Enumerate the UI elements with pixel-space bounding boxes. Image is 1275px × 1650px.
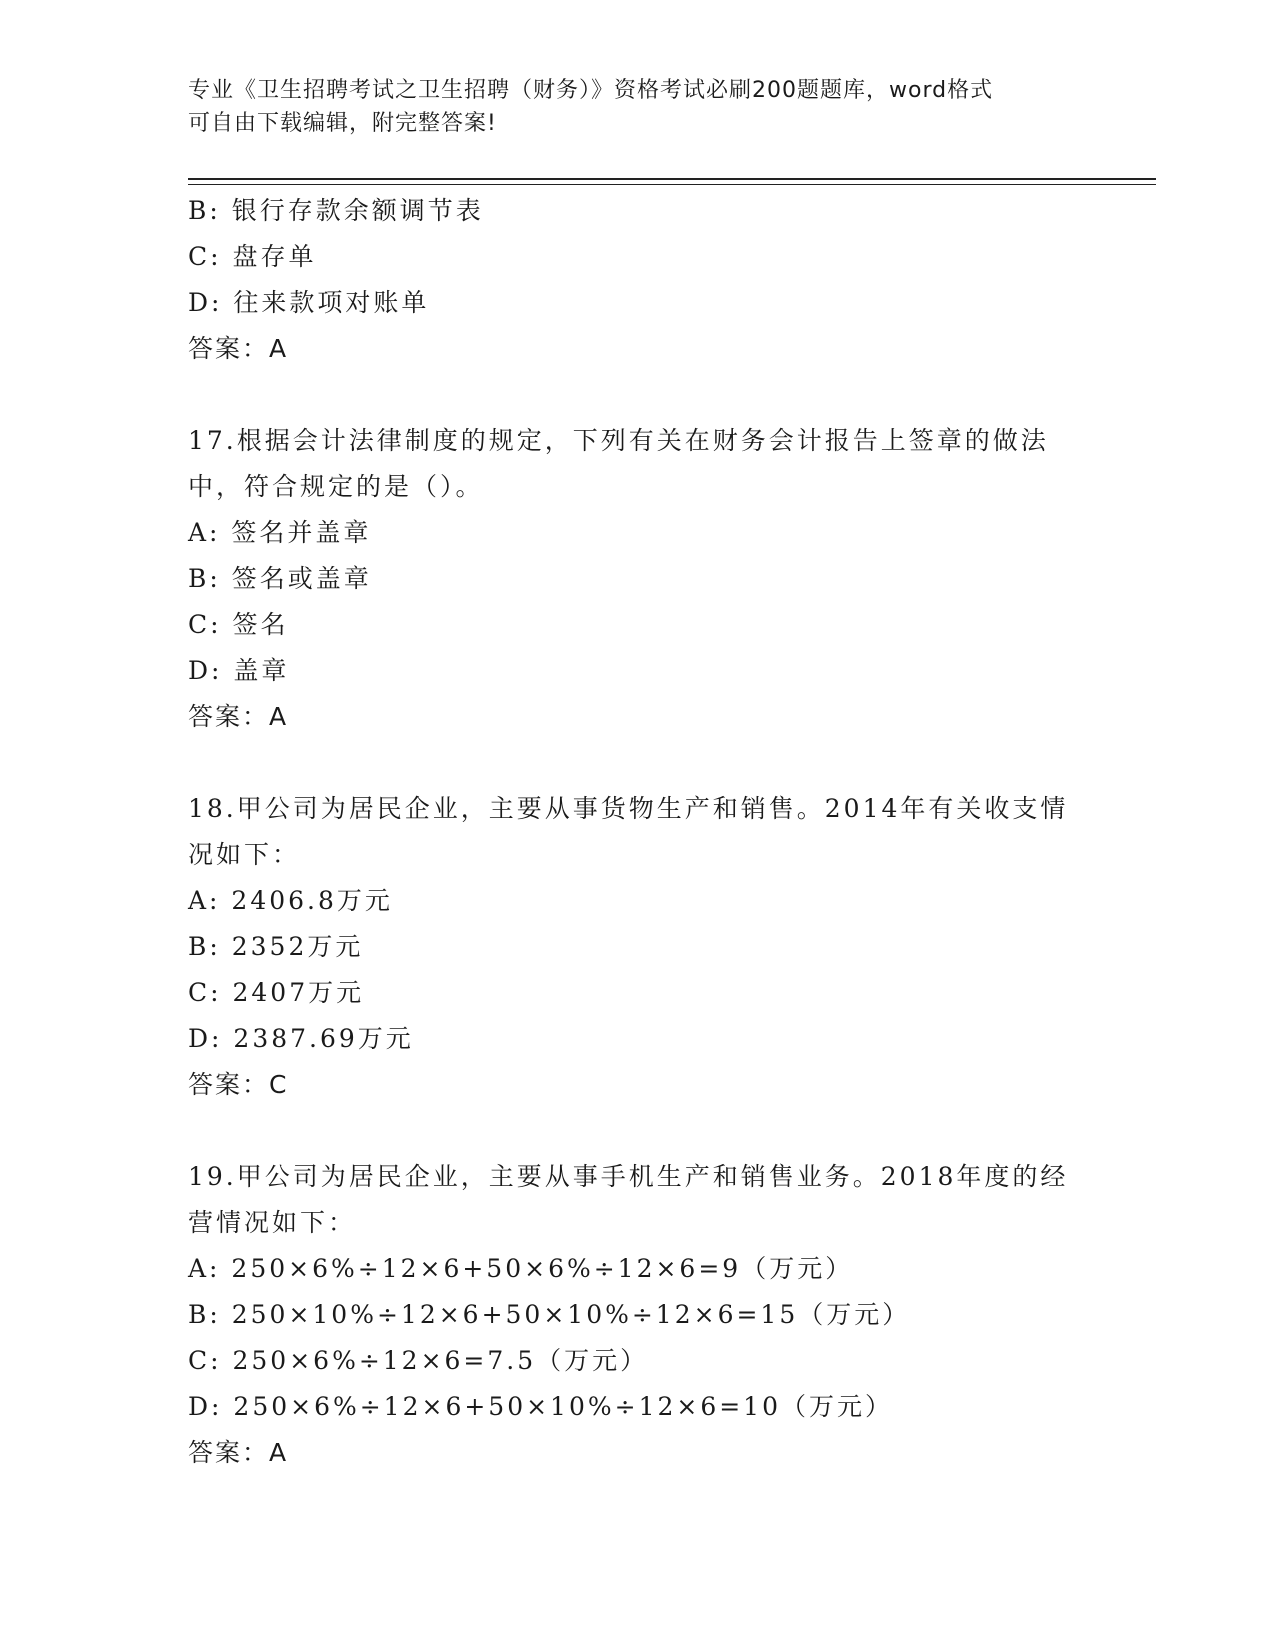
option-a: A: 签名并盖章 [188, 518, 372, 547]
option-c: C: 250×6%÷12×6=7.5（万元） [188, 1346, 649, 1375]
question-text-line-1: 18.甲公司为居民企业，主要从事货物生产和销售。2014年有关收支情 [188, 794, 1069, 823]
option-b: B: 2352万元 [188, 932, 364, 961]
option-d: D: 250×6%÷12×6+50×10%÷12×6=10（万元） [188, 1392, 893, 1421]
option-a: A: 250×6%÷12×6+50×6%÷12×6=9（万元） [188, 1254, 854, 1283]
question-18 [188, 786, 1088, 1108]
question-text-line-2: 营情况如下： [188, 1208, 357, 1237]
answer: 答案：A [188, 1438, 289, 1467]
header-title-line-1: 专业《卫生招聘考试之卫生招聘（财务）》资格考试必刷200题题库，word格式 [188, 78, 994, 103]
question-text-line-2: 况如下： [188, 840, 301, 869]
option-d: D: 盖章 [188, 656, 290, 685]
option-d: D: 往来款项对账单 [188, 288, 430, 317]
option-b: B: 签名或盖章 [188, 564, 372, 593]
answer: 答案：A [188, 334, 289, 363]
answer: 答案：A [188, 702, 289, 731]
answer: 答案：C [188, 1070, 289, 1099]
header-divider-thin [188, 184, 1156, 185]
option-c: C: 签名 [188, 610, 289, 639]
document-header [188, 74, 1088, 140]
option-b: B: 银行存款余额调节表 [188, 196, 484, 225]
question-16-tail [188, 188, 1088, 372]
option-a: A: 2406.8万元 [188, 886, 393, 915]
header-divider-thick [188, 178, 1156, 180]
option-c: C: 盘存单 [188, 242, 317, 271]
option-d: D: 2387.69万元 [188, 1024, 414, 1053]
question-19 [188, 1154, 1088, 1476]
question-text-line-1: 17.根据会计法律制度的规定，下列有关在财务会计报告上签章的做法 [188, 426, 1049, 455]
question-list [188, 188, 1088, 1476]
option-c: C: 2407万元 [188, 978, 365, 1007]
header-title-line-2: 可自由下载编辑，附完整答案! [188, 111, 497, 136]
option-b: B: 250×10%÷12×6+50×10%÷12×6=15（万元） [188, 1300, 911, 1329]
question-text-line-1: 19.甲公司为居民企业，主要从事手机生产和销售业务。2018年度的经 [188, 1162, 1069, 1191]
question-17 [188, 418, 1088, 740]
question-text-line-2: 中，符合规定的是（）。 [188, 472, 484, 501]
